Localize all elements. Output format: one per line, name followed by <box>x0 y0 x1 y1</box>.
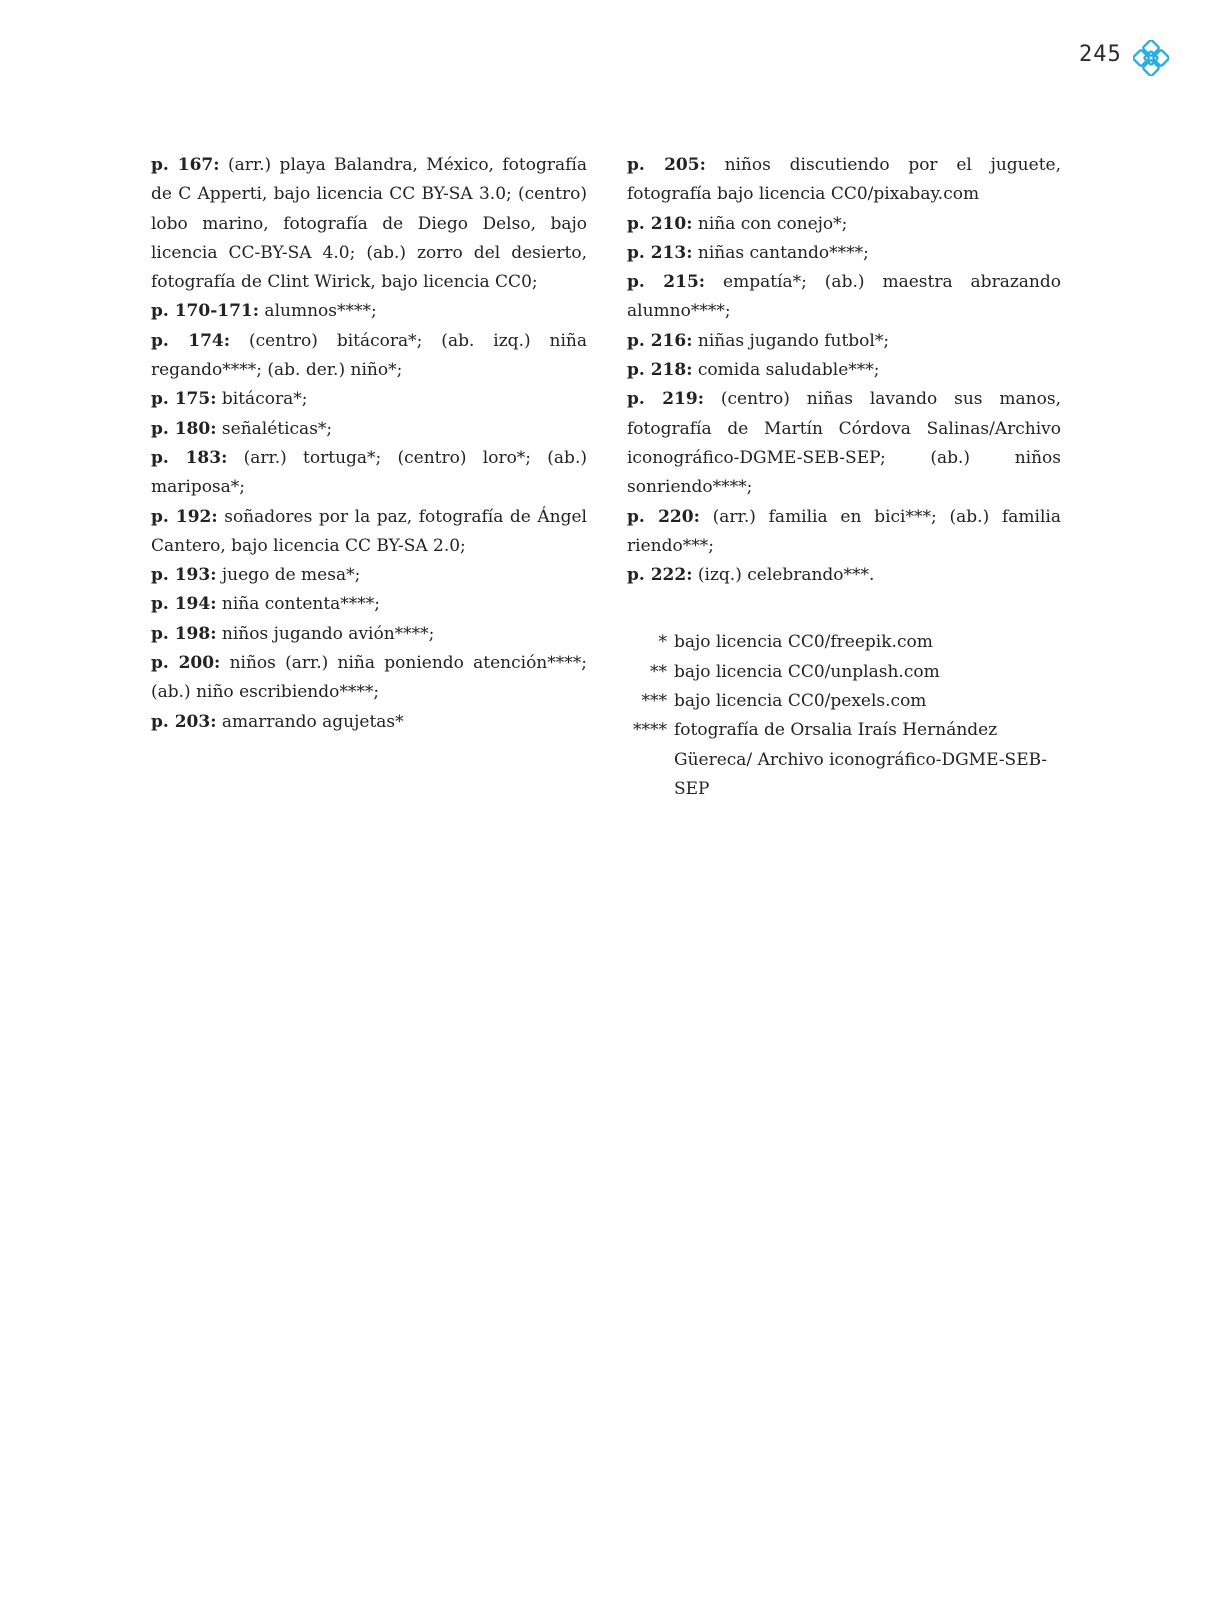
credit-entry <box>151 649 587 708</box>
page-ref: p. 183: <box>151 447 228 468</box>
page-ref: p. 216: <box>627 330 693 351</box>
credit-entry <box>151 327 587 386</box>
legend-row <box>627 716 1061 804</box>
ornament-icon <box>1133 40 1169 76</box>
page-ref: p. 210: <box>627 213 693 234</box>
credit-text: bitácora*; <box>216 389 308 410</box>
credit-text: (arr.) tortuga*; (centro) loro*; (ab.) mariposa*; <box>151 447 587 498</box>
legend-row <box>627 687 1061 716</box>
credit-entry <box>151 385 587 414</box>
page-ref: p. 218: <box>627 360 693 381</box>
legend-mark: **** <box>633 720 667 741</box>
credit-text: comida saludable***; <box>692 360 880 381</box>
credit-text: alumnos****; <box>259 301 377 322</box>
credit-text: niños (arr.) niña poniendo atención****; (ab.) niño escribiendo****; <box>151 653 587 703</box>
legend-mark: ** <box>650 661 667 682</box>
legend-row <box>627 628 1061 657</box>
legend-text: bajo licencia CC0/pexels.com <box>674 691 927 712</box>
legend-mark: *** <box>641 691 667 712</box>
credit-entry <box>151 708 587 737</box>
credit-entry <box>627 503 1061 562</box>
credit-entry <box>151 415 587 444</box>
legend-text: fotografía de Orsalia Iraís Hernández Güereca/ Archivo iconográfico-DGME-SEB-SEP <box>674 720 1048 799</box>
legend-mark: * <box>658 632 667 653</box>
legend-row <box>627 658 1061 687</box>
credit-text: niñas cantando****; <box>692 242 869 263</box>
credit-text: amarrando agujetas* <box>216 711 404 732</box>
credit-text: empatía*; (ab.) maestra abrazando alumno****; <box>627 272 1061 322</box>
credit-entry <box>151 444 587 503</box>
legend-text: bajo licencia CC0/unplash.com <box>674 661 940 682</box>
credit-entry <box>627 151 1061 210</box>
page-ref: p. 175: <box>151 389 217 410</box>
page-ref: p. 192: <box>151 506 218 527</box>
page-ref: p. 180: <box>151 418 217 439</box>
credit-text: (izq.) celebrando***. <box>692 565 875 586</box>
credit-text: niños discutiendo por el juguete, fotografía bajo licencia CC0/pixabay.com <box>627 155 1061 205</box>
credit-text: niñas jugando futbol*; <box>692 330 890 351</box>
credit-entry <box>151 620 587 649</box>
credit-text: niña con conejo*; <box>692 213 848 234</box>
page-ref: p. 222: <box>627 565 693 586</box>
left-column <box>151 151 587 737</box>
credit-entry <box>627 327 1061 356</box>
legend-text: bajo licencia CC0/freepik.com <box>674 632 933 653</box>
credit-entry <box>627 561 1061 590</box>
page-ref: p. 213: <box>627 242 693 263</box>
right-column <box>627 151 1061 804</box>
page-ref: p. 215: <box>627 272 706 293</box>
page-ref: p. 193: <box>151 565 217 586</box>
credit-entry <box>151 503 587 562</box>
credit-text: juego de mesa*; <box>216 565 361 586</box>
page-ref: p. 167: <box>151 155 220 175</box>
credit-entry <box>627 385 1061 502</box>
page-ref: p. 170-171: <box>151 301 260 322</box>
credit-text: niña contenta****; <box>216 594 381 615</box>
page-ref: p. 220: <box>627 506 700 527</box>
page-ref: p. 205: <box>627 155 706 175</box>
credit-entry <box>627 210 1061 239</box>
credit-entry <box>151 590 587 619</box>
page-ref: p. 174: <box>151 330 231 351</box>
credit-entry <box>627 268 1061 327</box>
credit-text: señaléticas*; <box>216 418 333 439</box>
credit-text: (centro) niñas lavando sus manos, fotografía de Martín Córdova Salinas/Archivo iconográfico-DGME-SEB-SEP; (ab.) niños sonriendo****; <box>627 389 1061 498</box>
credit-text: (centro) bitácora*; (ab. izq.) niña regando****; (ab. der.) niño*; <box>151 330 587 381</box>
credit-entry <box>151 297 587 326</box>
credit-entry <box>151 151 587 297</box>
license-legend <box>627 628 1061 804</box>
credit-entry <box>627 239 1061 268</box>
page-ref: p. 200: <box>151 653 221 674</box>
page-ref: p. 194: <box>151 594 217 615</box>
credit-text: niños jugando avión****; <box>216 623 435 644</box>
credit-text: soñadores por la paz, fotografía de Ángel Cantero, bajo licencia CC BY-SA 2.0; <box>151 506 587 556</box>
page-ref: p. 219: <box>627 389 704 410</box>
credit-entry <box>627 356 1061 385</box>
credit-text: (arr.) familia en bici***; (ab.) familia riendo***; <box>627 506 1061 556</box>
page-ref: p. 198: <box>151 623 217 644</box>
page-ref: p. 203: <box>151 711 217 732</box>
page-number: 245 <box>1079 42 1122 67</box>
credit-text: (arr.) playa Balandra, México, fotografía de C Apperti, bajo licencia CC BY-SA 3.0; (centro) lobo marino, fotografía de Diego Delso, bajo licencia CC-BY-SA 4.0; (ab.) zorro del desierto, fotografía de Clint Wirick, bajo licencia CC0; <box>151 155 587 293</box>
credit-entry <box>151 561 587 590</box>
